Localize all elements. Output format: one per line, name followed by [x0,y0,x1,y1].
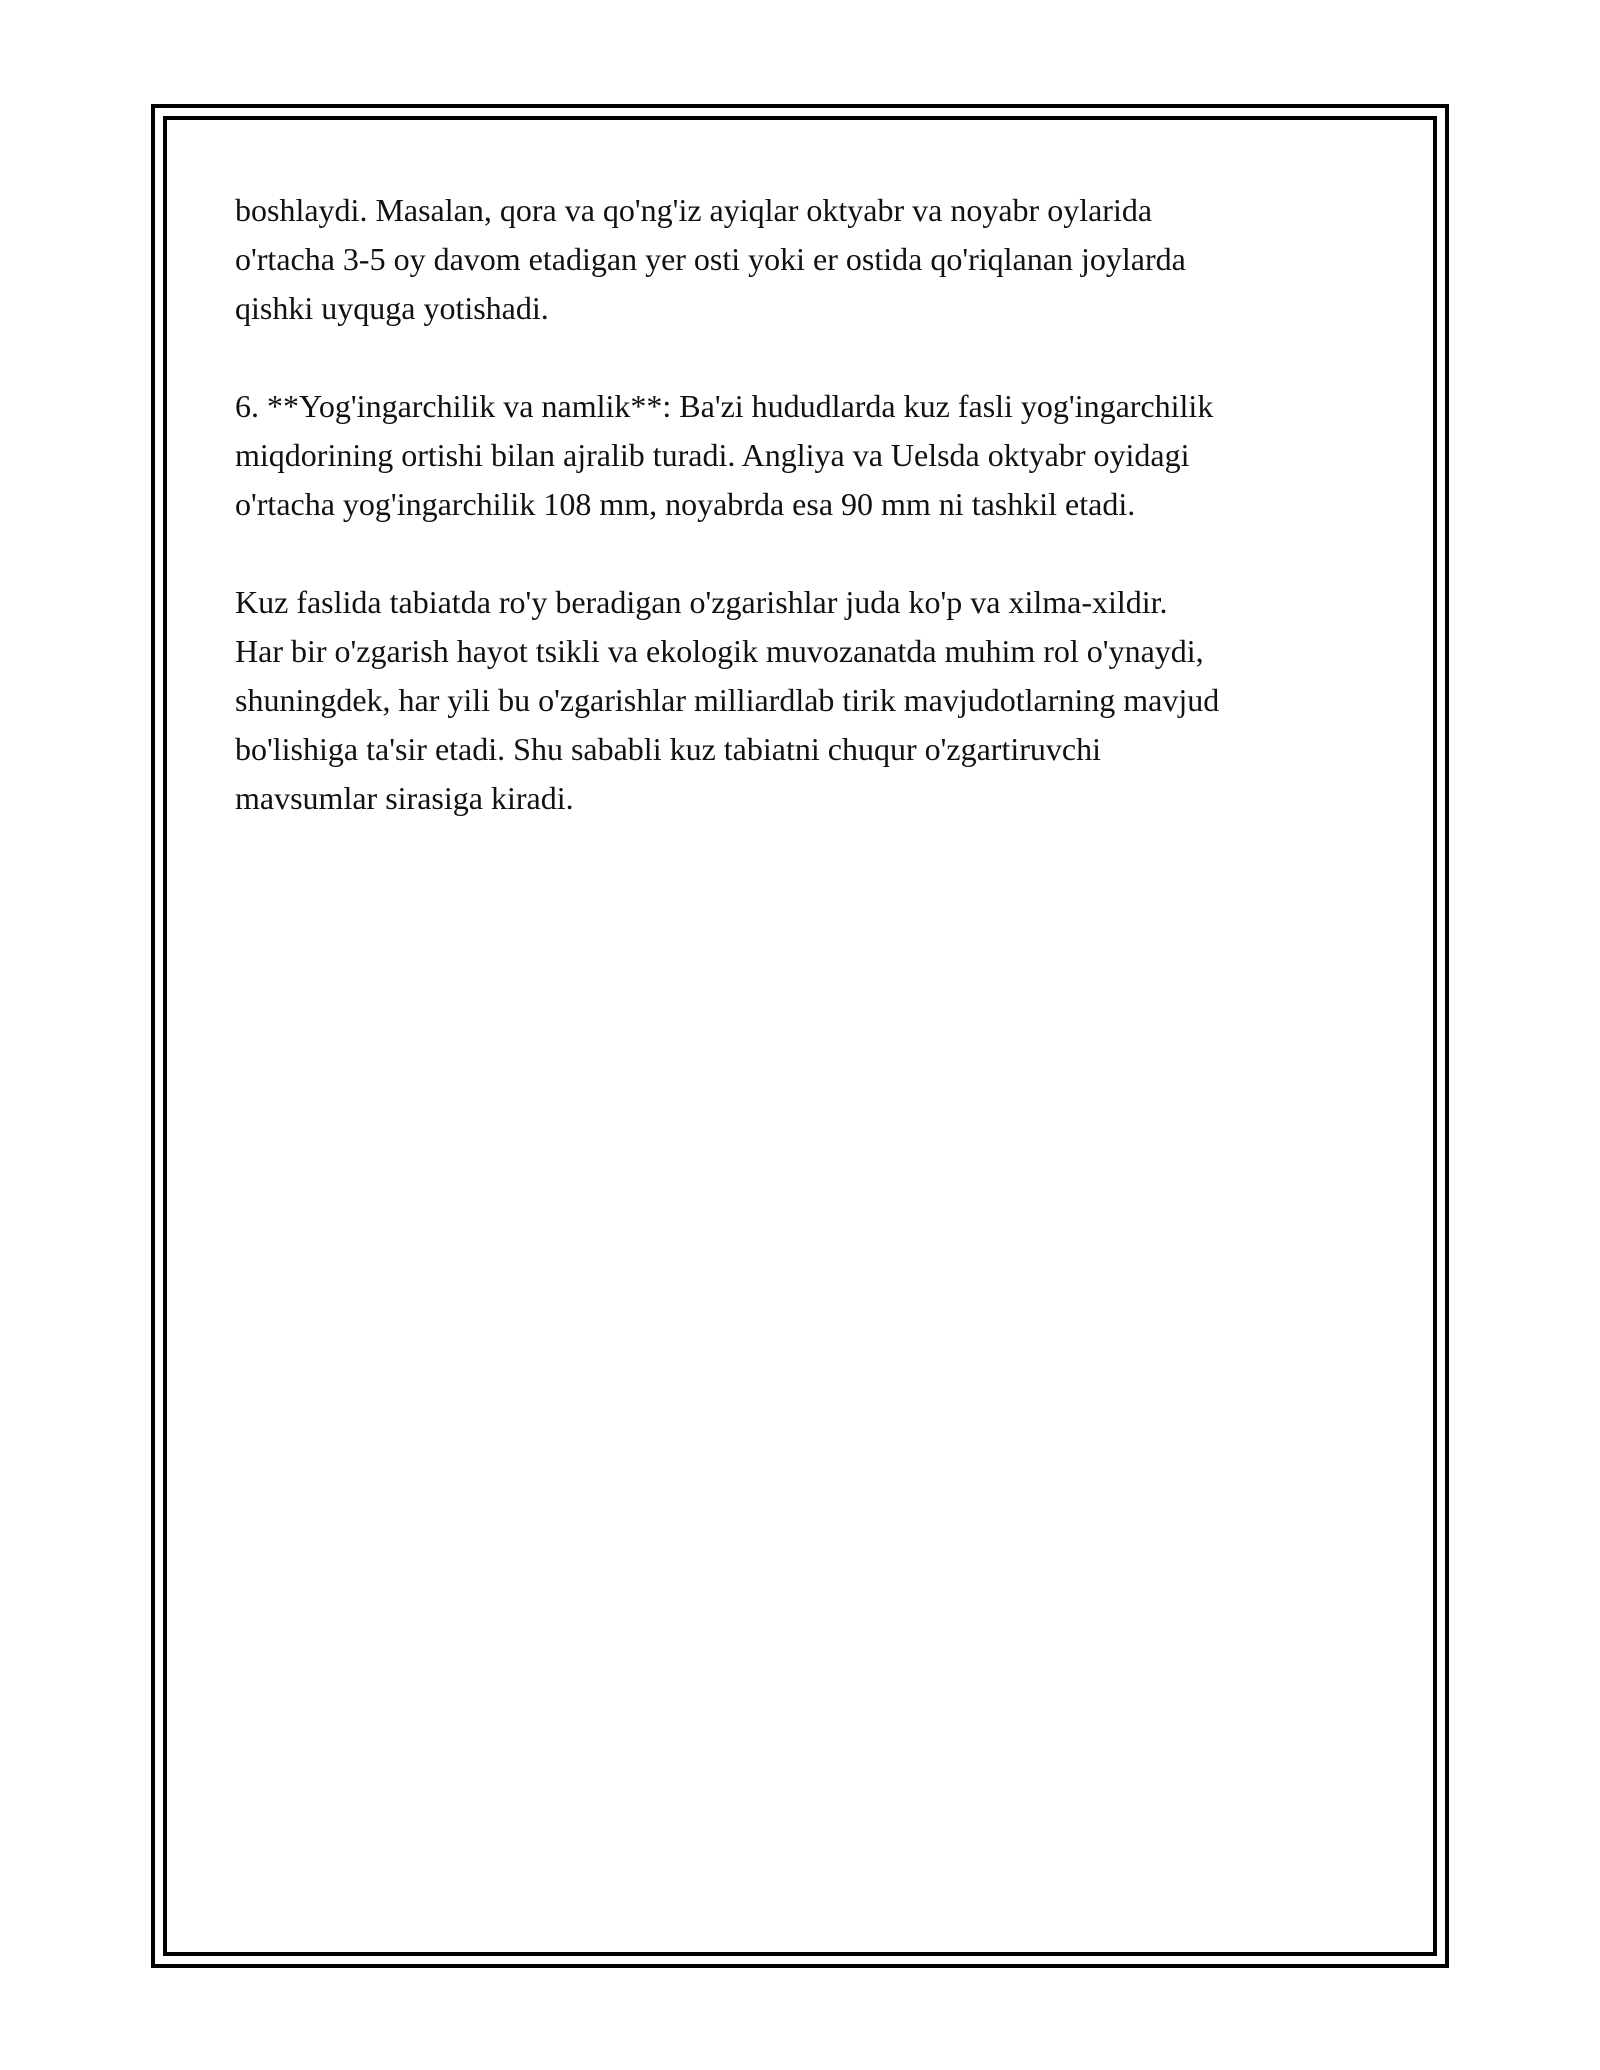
paragraph-conclusion [235,578,1375,823]
document-body [235,186,1375,872]
text-line: bo'lishiga ta'sir etadi. Shu sababli kuz tabiatni chuqur o'zgartiruvchi [235,731,1101,767]
text-line: miqdorining ortishi bilan ajralib turadi. Angliya va Uelsda oktyabr oyidagi [235,437,1190,473]
paragraph-precipitation [235,382,1375,529]
text-line: mavsumlar sirasiga kiradi. [235,780,574,816]
text-line: o'rtacha 3-5 oy davom etadigan yer osti yoki er ostida qo'riqlanan joylarda [235,241,1186,277]
text-line: 6. **Yog'ingarchilik va namlik**: Ba'zi hududlarda kuz fasli yog'ingarchilik [235,388,1214,424]
text-line: qishki uyquga yotishadi. [235,290,549,326]
paragraph-hibernation [235,186,1375,333]
text-line: o'rtacha yog'ingarchilik 108 mm, noyabrda esa 90 mm ni tashkil etadi. [235,486,1136,522]
text-line: Kuz faslida tabiatda ro'y beradigan o'zgarishlar juda ko'p va xilma-xildir. [235,584,1168,620]
text-line: boshlaydi. Masalan, qora va qo'ng'iz ayiqlar oktyabr va noyabr oylarida [235,192,1153,228]
text-line: Har bir o'zgarish hayot tsikli va ekologik muvozanatda muhim rol o'ynaydi, [235,633,1204,669]
text-line: shuningdek, har yili bu o'zgarishlar milliardlab tirik mavjudotlarning mavjud [235,682,1220,718]
